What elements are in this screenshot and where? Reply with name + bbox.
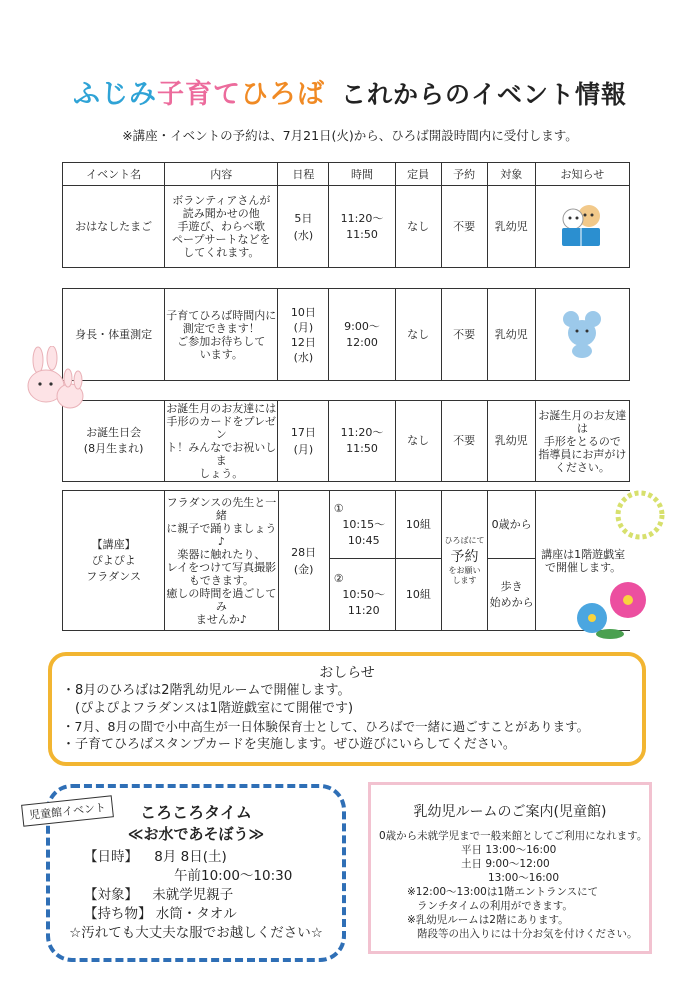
event-name: おはなしたまご [63, 186, 165, 268]
korokoro-subtitle: ≪お水であそぼう≫ [127, 825, 265, 843]
event-name: 身長・体重測定 [63, 289, 165, 381]
session-1-time [329, 491, 395, 559]
table-row [63, 491, 631, 559]
infant-room-note4: 階段等の出入りには十分お気を付けください。 [417, 928, 638, 940]
session-1-number: ① [333, 501, 344, 515]
event-target: 乳幼児 [487, 289, 535, 381]
infant-room-sat: 土日 9:00～12:00 [461, 858, 550, 870]
event-capacity: なし [395, 186, 441, 268]
time-value: 午前10:00～10:30 [174, 868, 293, 884]
header-target: 対象 [487, 163, 535, 186]
event-time: 11:20～ 11:50 [329, 401, 395, 482]
event-reservation [441, 491, 487, 631]
header-content: 内容 [165, 163, 278, 186]
event-reservation: 不要 [441, 186, 487, 268]
korokoro-note: ☆汚れても大丈夫な服でお越しください☆ [69, 925, 323, 941]
notice-line: ・子育てひろばスタンプカードを実施します。ぜひ遊びにいらしてください。 [62, 737, 516, 752]
table-row [63, 186, 630, 268]
session-1-time-text: 10:15～ 10:45 [342, 517, 386, 547]
session-1-capacity: 10組 [395, 491, 441, 559]
event-capacity: なし [395, 401, 441, 482]
target-label: 【対象】 [84, 887, 138, 903]
notice-line: ・7月、8月の間で小中高生が一日体験保育士として、ひろばで一緒に過ごすことがあります。 [62, 719, 590, 734]
items-value: 水筒・タオル [155, 906, 237, 922]
notice-box [48, 652, 646, 766]
infant-room-note3: ※乳幼児ルームは2階にあります。 [407, 914, 569, 926]
event-reservation: 不要 [441, 289, 487, 381]
table-row [63, 289, 630, 381]
event-table-4 [62, 490, 630, 631]
header-reservation: 予約 [441, 163, 487, 186]
event-name: お誕生日会 (8月生まれ) [63, 401, 165, 482]
header-time: 時間 [329, 163, 395, 186]
korokoro-target-row [84, 886, 342, 905]
event-date: 10日 (月) 12日 (水) [278, 289, 329, 381]
event-content: 子育てひろば時間内に 測定できます！ ご参加お待ちして います。 [165, 289, 278, 381]
items-label: 【持ち物】 [84, 906, 152, 922]
korokoro-title: ころころタイム [140, 803, 252, 822]
infant-room-box [368, 782, 652, 954]
infant-room-sat2: 13:00～16:00 [488, 872, 560, 884]
table-row [63, 401, 630, 482]
header-event-name: イベント名 [63, 163, 165, 186]
event-info-illustration-cell [535, 289, 629, 381]
title-rest: これからのイベント情報 [340, 80, 627, 109]
event-date: 28日 (金) [278, 491, 329, 631]
infant-room-note2: ランチタイムの利用ができます。 [417, 900, 573, 912]
event-info: お誕生月のお友達は 手形をとるので 指導員にお声がけ ください。 [535, 401, 629, 482]
session-2-time-text: 10:50～ 11:20 [342, 587, 386, 617]
infant-room-title: 乳幼児ルームのご案内(児童館) [413, 804, 607, 820]
event-table-3 [62, 400, 630, 482]
notice-line: ・8月のひろばは2階乳幼児ルームで開催します。 [62, 683, 351, 698]
event-info: 講座は1階遊戯室 で開催します。 [536, 491, 630, 631]
session-2-capacity: 10組 [395, 559, 441, 631]
korokoro-items-row [84, 905, 342, 924]
event-content: お誕生月のお友達には 手形のカードをプレゼン ト！みんなでお祝いしま しょう。 [166, 402, 277, 480]
event-target: 乳幼児 [487, 186, 535, 268]
header-date: 日程 [278, 163, 329, 186]
korokoro-date-row [84, 848, 342, 867]
lei-illustration [610, 486, 670, 544]
date-value: 8月 8日(土) [154, 849, 227, 865]
event-info-illustration-cell [535, 186, 629, 268]
event-capacity: なし [395, 289, 441, 381]
jidoukan-event-tag: 児童館イベント [21, 795, 114, 826]
title-part3: ひろば [240, 79, 325, 110]
notice-title: おしらせ [319, 665, 375, 681]
date-label: 【日時】 [84, 849, 138, 865]
session-1-target: 0歳から [488, 491, 536, 559]
event-content: ボランティアさんが 読み聞かせの他 手遊び、わらべ歌 ペープサートなどを してくれます。 [165, 186, 278, 268]
event-table-2 [62, 288, 630, 381]
mouse-illustration [557, 307, 607, 359]
event-time: 11:20～ 11:50 [329, 186, 395, 268]
title-part2: 子育て [156, 79, 241, 110]
infant-room-line1: 0歳から未就学児まで一般来館としてご利用になれます。 [379, 830, 648, 842]
rabbit-illustration [18, 346, 88, 418]
dog-reading-illustration [554, 200, 610, 250]
page-title [0, 72, 700, 111]
infant-room-note1: ※12:00～13:00は1階エントランスにて [407, 886, 599, 898]
event-date: 5日 (水) [278, 186, 329, 268]
reservation-small-bottom: をお願い します [448, 566, 481, 585]
event-content: フラダンスの先生と一緒 に親子で踊りましょう♪ 楽器に触れたり、 レイをつけて写真撮影 もできます。 癒しの時間を過ごしてみ ませんか♪ [165, 491, 278, 631]
session-2-time [329, 559, 395, 631]
reservation-notice: ※講座・イベントの予約は、7月21日(火)から、ひろば開設時間内に受付します。 [122, 128, 578, 143]
session-2-target: 歩き 始めから [488, 559, 536, 631]
notice-line: (ぴよぴよフラダンスは1階遊戯室にて開催です) [62, 701, 354, 716]
header-info: お知らせ [535, 163, 629, 186]
header-capacity: 定員 [395, 163, 441, 186]
title-part1: ふじみ [72, 79, 157, 110]
event-time: 9:00～ 12:00 [329, 289, 395, 381]
reservation-small-top: ひろばにて [444, 536, 485, 545]
hibiscus-illustration [566, 574, 658, 642]
event-reservation: 不要 [441, 401, 487, 482]
infant-room-weekday: 平日 13:00～16:00 [461, 844, 557, 856]
event-table-1 [62, 162, 630, 268]
event-target: 乳幼児 [487, 401, 535, 482]
event-date: 17日 (月) [278, 401, 329, 482]
target-value: 未就学児親子 [152, 887, 234, 903]
session-2-number: ② [333, 571, 344, 585]
reservation-main: 予約 [450, 549, 479, 565]
table-header-row [63, 163, 630, 186]
event-name: 【講座】 ぴよぴよ フラダンス [63, 491, 165, 631]
